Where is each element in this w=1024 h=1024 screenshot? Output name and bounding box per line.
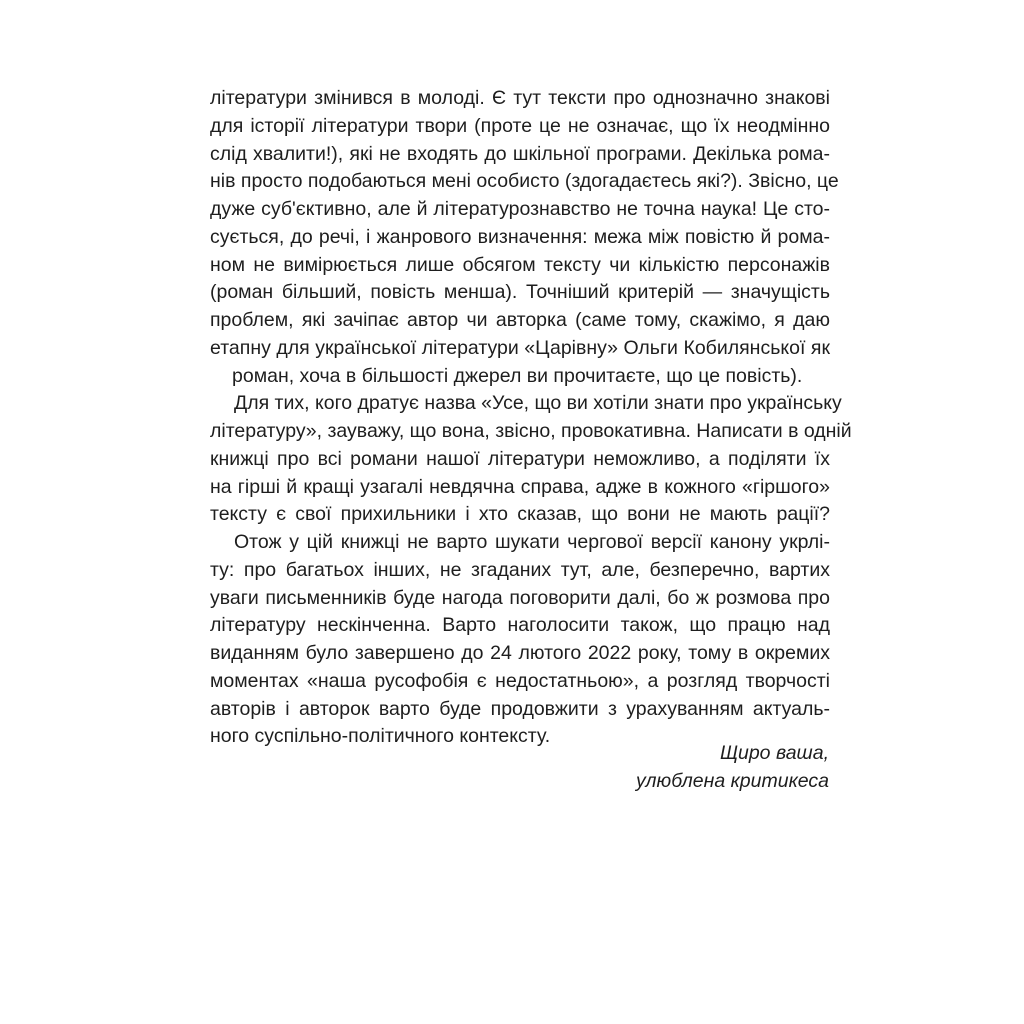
text-line: тексту є свої прихильники і хто сказав, що вони не мають рації?: [210, 503, 830, 526]
text-line: Отож у цій книжці не варто шукати чергової версії канону укрлі-: [234, 531, 830, 553]
text-line: моментах «наша русофобія є недостатньою», а розгляд творчості: [210, 669, 830, 692]
text-line: проблем, які зачіпає автор чи авторка (саме тому, скажімо, я даю: [210, 309, 830, 331]
text-line: етапну для української літератури «Царівну» Ольги Кобилянської як: [210, 336, 830, 359]
text-line: книжці про всі романи нашої літератури неможливо, а поділяти їх: [210, 447, 830, 470]
text-line: сується, до речі, і жанрового визначення: межа між повістю й рома-: [210, 225, 830, 248]
text-line: ного суспільно-політичного контексту.: [210, 725, 551, 748]
paragraph-3: [210, 529, 830, 751]
signature: [636, 740, 829, 796]
text-line: авторів і авторок варто буде продовжити з урахуванням актуаль-: [210, 697, 830, 720]
signature-line-1: Щиро ваша,: [720, 742, 829, 764]
paragraph-1: [210, 85, 839, 390]
text-line: на гірші й кращі узагалі невдячна справа, адже в кожного «гіршого»: [210, 475, 830, 498]
text-line: літературу», зауважу, що вона, звісно, провокативна. Написати в одній: [210, 420, 852, 442]
text-line: виданням було завершено до 24 лютого 2022 року, тому в окремих: [210, 642, 830, 664]
text-line: ту: про багатьох інших, не згаданих тут, але, безперечно, вартих: [210, 558, 830, 581]
text-line: уваги письменників буде нагода поговорити далі, бо ж розмова про: [210, 586, 830, 609]
text-line: літератури змінився в молоді. Є тут тексти про однозначно знакові: [210, 87, 830, 109]
text-line: Для тих, кого дратує назва «Усе, що ви хотіли знати про українську: [234, 392, 842, 415]
text-line: слід хвалити!), які не входять до шкільної програми. Декілька рома-: [210, 142, 830, 165]
text-line: нів просто подобаються мені особисто (здогадаєтесь які?). Звісно, це: [210, 170, 839, 193]
body-text: [210, 85, 852, 751]
signature-line-2: улюблена критикеса: [636, 769, 829, 792]
text-line: літературу нескінченна. Варто наголосити також, що працю над: [210, 614, 830, 637]
text-line: (роман більший, повість менша). Точніший критерій — значущість: [210, 281, 830, 304]
text-line: для історії літератури твори (проте це не означає, що їх неодмінно: [210, 114, 830, 137]
paragraph-2: [210, 390, 852, 529]
text-line: роман, хоча в більшості джерел ви прочитаєте, що це повість).: [232, 364, 803, 387]
text-line: ном не вимірюється лише обсягом тексту чи кількістю персонажів: [210, 253, 830, 276]
text-line: дуже суб'єктивно, але й літературознавство не точна наука! Це сто-: [210, 198, 830, 220]
